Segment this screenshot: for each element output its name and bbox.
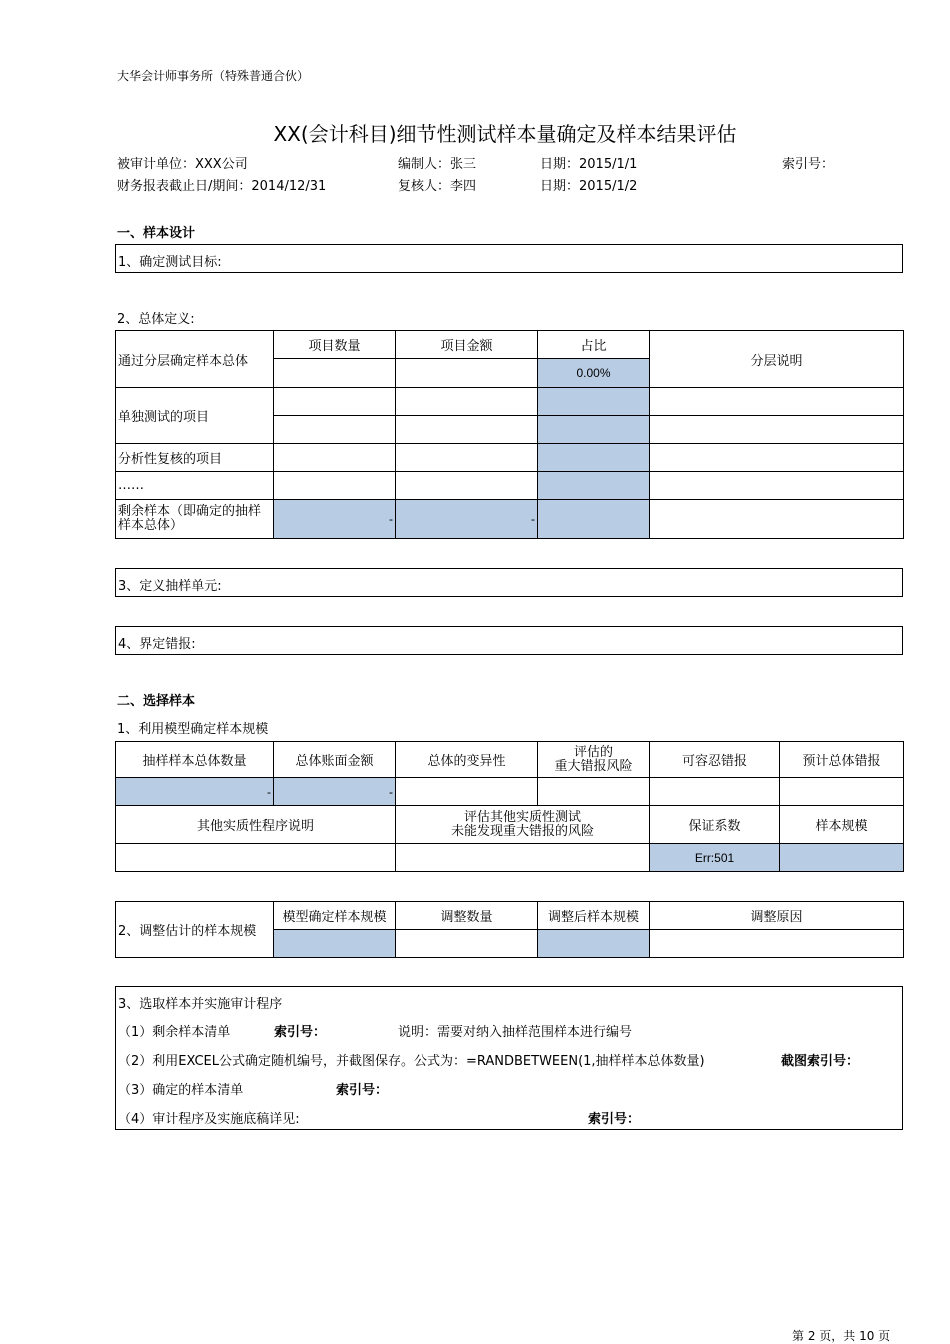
col-risk-line1: 评估的	[573, 744, 613, 760]
proc-line1-note: 说明：需要对纳入抽样范围样本进行编号	[398, 1025, 633, 1040]
proc-line1-index[interactable]: 索引号：	[274, 1025, 327, 1040]
page-title: XX(会计科目)细节性测试样本量确定及样本结果评估	[273, 122, 737, 146]
ratio-cell	[538, 444, 650, 472]
remaining-amount: -	[396, 500, 538, 539]
proc-line2: （2）利用EXCEL公式确定随机编号，并截图保存。公式为：=RANDBETWEEN(1,抽样样本总体数量)	[118, 1054, 705, 1069]
review-date: 日期：2015/1/2	[540, 179, 638, 194]
col-count: 项目数量	[274, 331, 396, 359]
col-adjust-qty: 调整数量	[396, 902, 538, 930]
book-amount-value: -	[274, 778, 396, 806]
prep-date: 日期：2015/1/1	[540, 157, 638, 172]
stratify-header: 通过分层确定样本总体	[116, 331, 274, 388]
cell[interactable]	[396, 416, 538, 444]
ratio-cell	[538, 388, 650, 416]
model-size-value	[274, 930, 396, 958]
cell[interactable]	[396, 930, 538, 958]
cell[interactable]	[538, 778, 650, 806]
eval-risk-line2: 未能发现重大错报的风险	[450, 823, 594, 839]
firm-name: 大华会计师事务所（特殊普通合伙）	[117, 69, 310, 83]
cell[interactable]	[650, 778, 780, 806]
cell[interactable]	[780, 778, 904, 806]
col-population-count: 抽样样本总体数量	[116, 742, 274, 778]
proc-line4: （4）审计程序及实施底稿详见:	[118, 1112, 300, 1127]
adjusted-size-value	[538, 930, 650, 958]
row-ellipsis: ……	[116, 472, 274, 500]
cell[interactable]	[274, 472, 396, 500]
cell[interactable]	[650, 930, 904, 958]
cell[interactable]	[116, 844, 396, 872]
model-table	[115, 741, 904, 872]
reviewer: 复核人：李四	[398, 179, 477, 194]
cell[interactable]	[396, 359, 538, 388]
cell[interactable]	[396, 778, 538, 806]
population-count-value: -	[116, 778, 274, 806]
section2-heading: 二、选择样本	[117, 694, 196, 709]
index-number: 索引号：	[782, 157, 835, 172]
assurance-header: 保证系数	[650, 806, 780, 844]
cell[interactable]	[650, 388, 904, 416]
col-adjusted-size: 调整后样本规模	[538, 902, 650, 930]
assurance-value: Err:501	[650, 844, 780, 872]
sample-size-header: 样本规模	[780, 806, 904, 844]
col-tolerable: 可容忍错报	[650, 742, 780, 778]
ratio-cell	[538, 416, 650, 444]
cell[interactable]	[650, 416, 904, 444]
col-expected: 预计总体错报	[780, 742, 904, 778]
col-desc: 分层说明	[650, 331, 904, 388]
adjust-table	[115, 901, 904, 958]
col-book-amount: 总体账面金额	[274, 742, 396, 778]
cell[interactable]	[274, 359, 396, 388]
ratio-value: 0.00%	[538, 359, 650, 388]
population-heading: 2、总体定义:	[117, 312, 195, 327]
cell[interactable]	[274, 388, 396, 416]
section1-heading: 一、样本设计	[117, 226, 196, 241]
col-ratio: 占比	[538, 331, 650, 359]
preparer: 编制人：张三	[398, 157, 477, 172]
remaining-count: -	[274, 500, 396, 539]
proc-line1: （1）剩余样本清单	[118, 1025, 231, 1040]
misstatement-box[interactable]	[115, 626, 903, 655]
row-remaining: 剩余样本（即确定的抽样样本总体）	[116, 500, 274, 539]
col-model-size: 模型确定样本规模	[274, 902, 396, 930]
procedures-box	[115, 986, 903, 1130]
eval-risk-header	[396, 806, 650, 844]
col-variability: 总体的变异性	[396, 742, 538, 778]
ratio-cell	[538, 472, 650, 500]
col-adjust-reason: 调整原因	[650, 902, 904, 930]
page-number: 第 2 页，共 10 页	[792, 1329, 891, 1343]
col-amount: 项目金额	[396, 331, 538, 359]
cell[interactable]	[650, 444, 904, 472]
procedures-heading: 3、选取样本并实施审计程序	[118, 997, 283, 1012]
cell[interactable]	[274, 444, 396, 472]
objective-box[interactable]	[115, 244, 903, 273]
cell[interactable]	[396, 844, 650, 872]
proc-line2-index[interactable]: 截图索引号：	[781, 1054, 860, 1069]
col-risk-line2: 重大错报风险	[554, 758, 633, 774]
cell[interactable]	[396, 472, 538, 500]
model-heading: 1、利用模型确定样本规模	[117, 722, 269, 737]
objective-label: 1、确定测试目标:	[118, 255, 222, 270]
cell[interactable]	[650, 500, 904, 539]
eval-risk-line1: 评估其他实质性测试	[463, 809, 581, 825]
row-individual: 单独测试的项目	[116, 388, 274, 444]
adjust-label: 2、调整估计的样本规模	[116, 902, 274, 958]
other-procedures-header: 其他实质性程序说明	[116, 806, 396, 844]
sampling-unit-box[interactable]	[115, 568, 903, 597]
proc-line3-index[interactable]: 索引号：	[336, 1083, 389, 1098]
sampling-unit-label: 3、定义抽样单元:	[118, 579, 222, 594]
proc-line4-index[interactable]: 索引号：	[588, 1112, 641, 1127]
row-analytical: 分析性复核的项目	[116, 444, 274, 472]
cell[interactable]	[650, 472, 904, 500]
cell[interactable]	[396, 388, 538, 416]
misstatement-label: 4、界定错报:	[118, 637, 196, 652]
period: 财务报表截止日/期间：2014/12/31	[117, 179, 327, 194]
cell[interactable]	[274, 416, 396, 444]
cell[interactable]	[396, 444, 538, 472]
proc-line3: （3）确定的样本清单	[118, 1083, 244, 1098]
auditee: 被审计单位：XXX公司	[117, 157, 248, 172]
population-table	[115, 330, 904, 539]
sample-size-value	[780, 844, 904, 872]
ratio-cell	[538, 500, 650, 539]
col-risk	[538, 742, 650, 778]
